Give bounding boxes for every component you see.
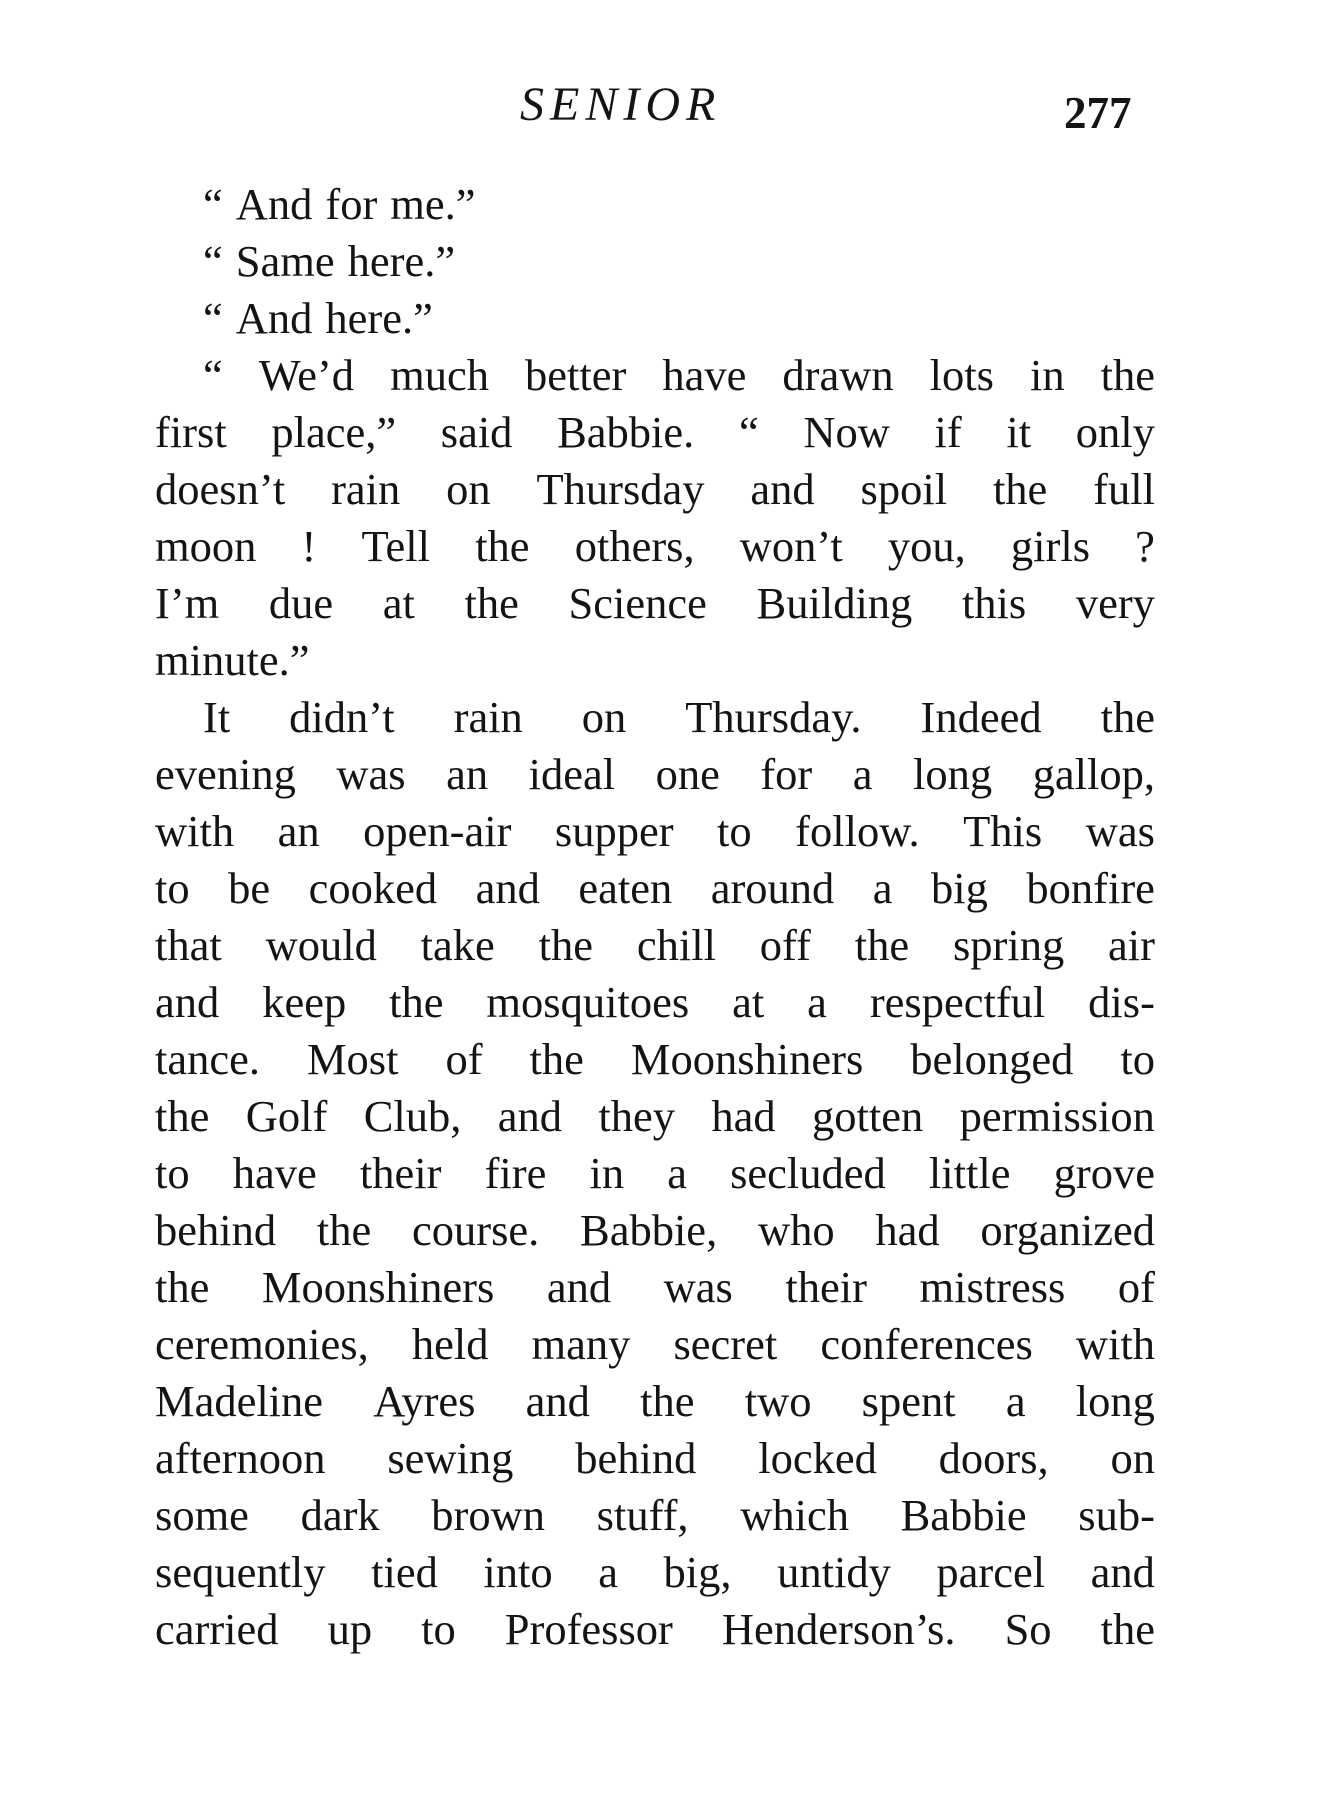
body-text bbox=[155, 176, 1155, 1658]
text-line: “ We’d much better have drawn lots in the bbox=[203, 350, 1155, 400]
text-line: some dark brown stuff, which Babbie sub- bbox=[155, 1490, 1155, 1540]
text-line: to be cooked and eaten around a big bonfire bbox=[155, 863, 1155, 913]
text-line: the Moonshiners and was their mistress of bbox=[155, 1262, 1155, 1312]
text-line: carried up to Professor Henderson’s. So the bbox=[155, 1604, 1155, 1654]
text-line: and keep the mosquitoes at a respectful dis- bbox=[155, 977, 1155, 1027]
text-line: doesn’t rain on Thursday and spoil the full bbox=[155, 464, 1155, 514]
text-line: behind the course. Babbie, who had organized bbox=[155, 1205, 1155, 1255]
running-head bbox=[0, 70, 1317, 140]
text-line: that would take the chill off the spring air bbox=[155, 920, 1155, 970]
page-number: 277 bbox=[1064, 88, 1132, 138]
text-line: “ Same here.” bbox=[203, 236, 456, 286]
text-line: first place,” said Babbie. “ Now if it only bbox=[155, 407, 1155, 457]
text-line: with an open-air supper to follow. This was bbox=[155, 806, 1155, 856]
text-line: moon ! Tell the others, won’t you, girls ? bbox=[155, 521, 1155, 571]
text-line: “ And for me.” bbox=[203, 179, 476, 229]
text-line: tance. Most of the Moonshiners belonged to bbox=[155, 1034, 1155, 1084]
text-line: “ And here.” bbox=[203, 293, 433, 343]
text-line: evening was an ideal one for a long gallop, bbox=[155, 749, 1155, 799]
text-line: I’m due at the Science Building this very bbox=[155, 578, 1155, 628]
text-line: It didn’t rain on Thursday. Indeed the bbox=[203, 692, 1155, 742]
text-line: Madeline Ayres and the two spent a long bbox=[155, 1376, 1155, 1426]
text-line: the Golf Club, and they had gotten permission bbox=[155, 1091, 1155, 1141]
text-line: minute.” bbox=[155, 635, 310, 685]
text-line: sequently tied into a big, untidy parcel and bbox=[155, 1547, 1155, 1597]
text-line: ceremonies, held many secret conferences with bbox=[155, 1319, 1155, 1369]
running-title: SENIOR bbox=[520, 78, 722, 131]
text-line: to have their fire in a secluded little grove bbox=[155, 1148, 1155, 1198]
text-line: afternoon sewing behind locked doors, on bbox=[155, 1433, 1155, 1483]
